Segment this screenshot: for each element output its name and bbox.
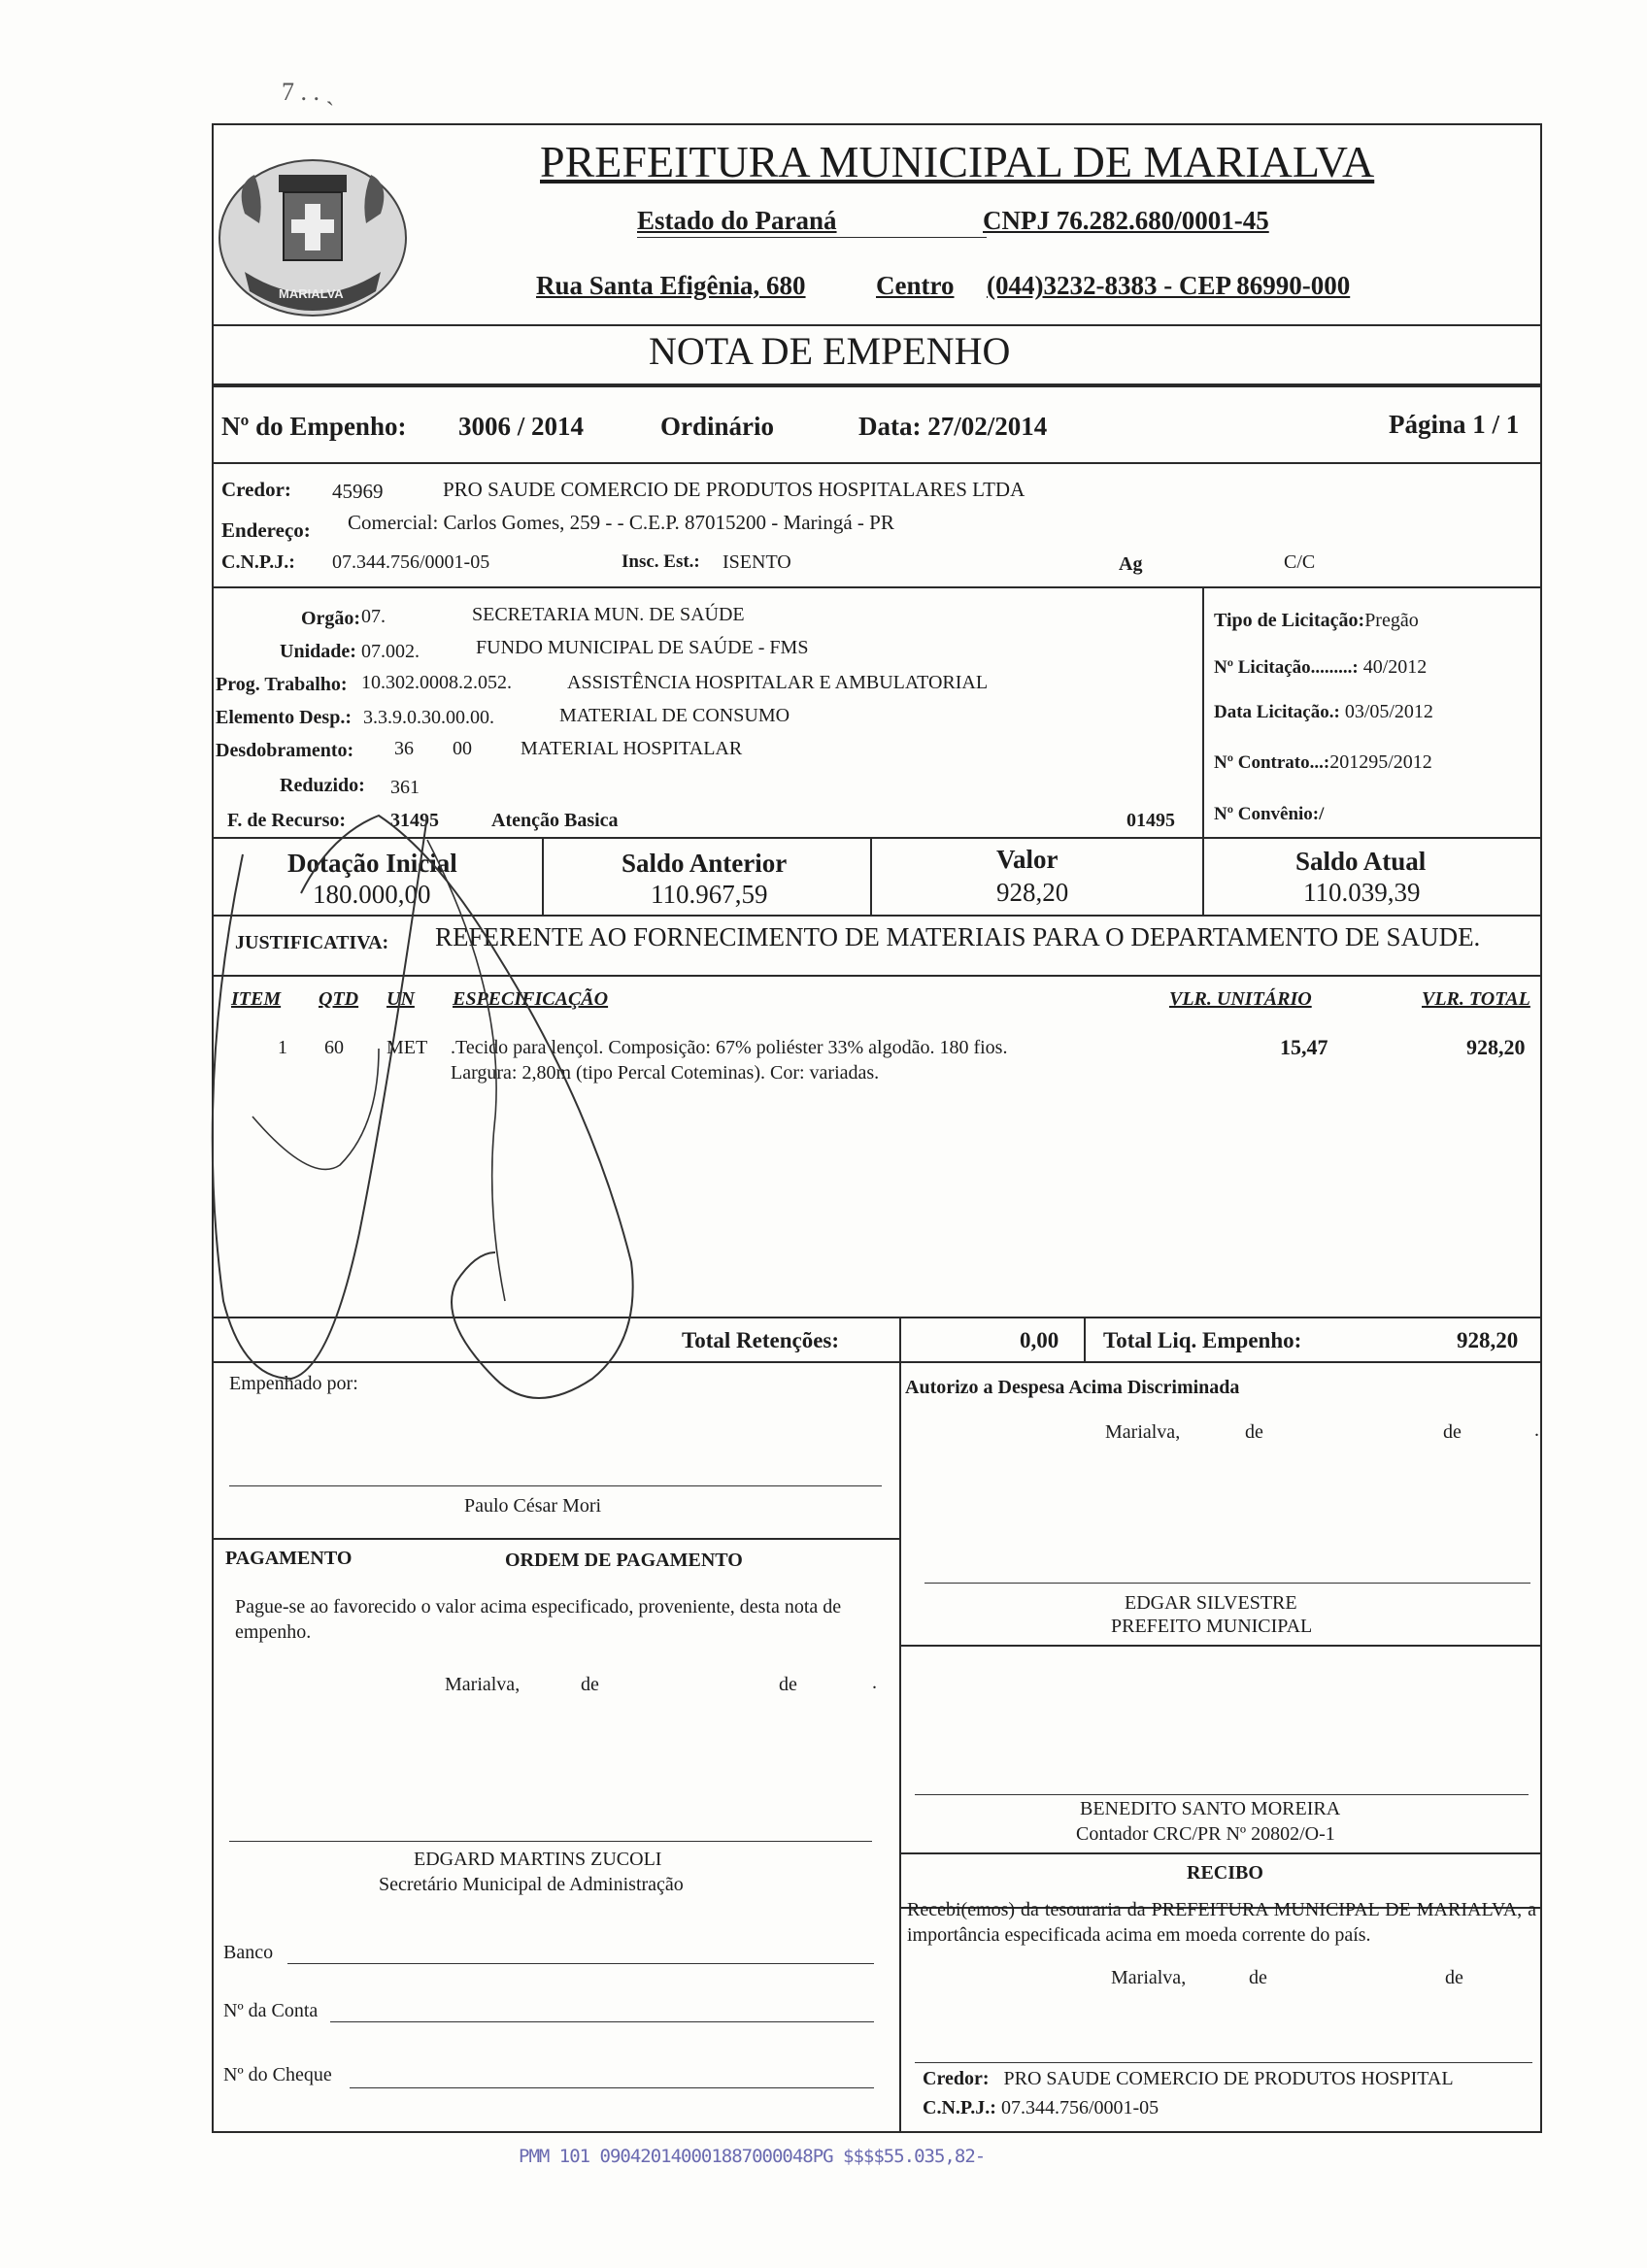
autorizo-de1: de [1245, 1421, 1263, 1443]
empenhado-por-label: Empenhado por: [229, 1373, 358, 1394]
contador-name: BENEDITO SANTO MOREIRA [1080, 1798, 1341, 1819]
empenho-label: Nº do Empenho: [221, 412, 407, 441]
desdobramento-label: Desdobramento: [216, 740, 354, 761]
credor-footer [923, 2068, 1454, 2090]
pagamento-de2: de [779, 1674, 797, 1695]
desdobramento-sub: 00 [453, 738, 472, 759]
credor-name: PRO SAUDE COMERCIO DE PRODUTOS HOSPITALARES LTDA [443, 478, 1025, 501]
saldo-atual-label: Saldo Atual [1295, 847, 1427, 876]
recibo-text: Recebi(emos) da tesouraria da PREFEITURA MUNICIPAL DE MARIALVA, a importância especificada acima em moeda corrente do país. [907, 1899, 1536, 1946]
licitacao-date-label: Data Licitação.: [1214, 702, 1340, 722]
saldo-atual-value: 110.039,39 [1303, 878, 1421, 907]
credor-cc: C/C [1284, 551, 1316, 573]
pagamento-de1: de [581, 1674, 599, 1695]
licitacao-date [1214, 701, 1433, 723]
contrato-value: 201295/2012 [1329, 751, 1432, 773]
col-vlr-total: VLR. TOTAL [1422, 988, 1530, 1010]
state-name: Estado do Paraná [637, 206, 837, 235]
col-item: ITEM [231, 988, 282, 1010]
desdobramento-code: 36 [394, 738, 414, 759]
handwritten-initials [185, 796, 689, 1418]
page-number: Página 1 / 1 [1389, 410, 1520, 439]
licitacao-number-label: Nº Licitação.........: [1214, 657, 1359, 678]
fonte-code: 31495 [390, 810, 439, 831]
municipal-seal [216, 146, 410, 330]
licitacao-date-value: 03/05/2012 [1344, 701, 1433, 722]
item-description-line1: .Tecido para lençol. Composição: 67% poliéster 33% algodão. 180 fios. [451, 1037, 1008, 1058]
credor-ie: ISENTO [723, 551, 791, 573]
prog-code: 10.302.0008.2.052. [361, 672, 512, 693]
credor-footer-cnpj-value: 07.344.756/0001-05 [1000, 2097, 1160, 2118]
banco-label: Banco [223, 1942, 274, 1963]
contrato [1214, 751, 1432, 774]
prefeito-role: PREFEITO MUNICIPAL [1111, 1616, 1313, 1637]
document-title: NOTA DE EMPENHO [649, 329, 1011, 373]
municipality-district: Centro [876, 271, 955, 300]
recibo-de2: de [1445, 1967, 1463, 1988]
pagamento-city: Marialva, [445, 1674, 521, 1695]
credor-ie-label: Insc. Est.: [622, 551, 700, 572]
empenho-type: Ordinário [660, 412, 775, 441]
fonte-name: Atenção Basica [491, 810, 619, 831]
credor-ag: Ag [1119, 553, 1143, 575]
col-vlr-unitario: VLR. UNITÁRIO [1169, 988, 1312, 1010]
municipality-cnpj: CNPJ 76.282.680/0001-45 [983, 206, 1269, 235]
dotacao-value: 180.000,00 [313, 880, 431, 909]
licitacao-type-label: Tipo de Licitação: [1214, 610, 1365, 631]
contrato-label: Nº Contrato...: [1214, 752, 1330, 773]
reduzido-label: Reduzido: [280, 775, 365, 796]
prefeito-name: EDGAR SILVESTRE [1125, 1592, 1297, 1614]
pagamento-label: PAGAMENTO [225, 1548, 353, 1569]
elemento-code: 3.3.9.0.30.00.00. [363, 707, 494, 728]
credor-footer-cnpj [923, 2097, 1159, 2119]
licitacao-number [1214, 656, 1427, 679]
credor-cnpj: 07.344.756/0001-05 [332, 551, 490, 573]
orgao-name: SECRETARIA MUN. DE SAÚDE [472, 604, 745, 625]
municipality-address: Rua Santa Efigênia, 680 [536, 271, 806, 300]
credor-footer-name: PRO SAUDE COMERCIO DE PRODUTOS HOSPITAL [1003, 2068, 1454, 2089]
corner-mark: 7 . . ˎ [282, 78, 335, 106]
recibo-de1: de [1249, 1967, 1267, 1988]
recibo-title: RECIBO [1187, 1862, 1263, 1884]
dotacao-label: Dotação Inicial [287, 849, 457, 878]
secretario-role: Secretário Municipal de Administração [379, 1874, 684, 1895]
empenho-date: Data: 27/02/2014 [858, 412, 1048, 441]
justificativa-label: JUSTIFICATIVA: [235, 932, 389, 953]
credor-footer-cnpj-label: C.N.P.J.: [923, 2097, 996, 2118]
unidade-name: FUNDO MUNICIPAL DE SAÚDE - FMS [476, 637, 809, 658]
licitacao-number-value: 40/2012 [1362, 656, 1428, 678]
seal-label: MARIALVA [279, 286, 344, 301]
municipality-title: PREFEITURA MUNICIPAL DE MARIALVA [540, 137, 1375, 186]
contador-role: Contador CRC/PR Nº 20802/O-1 [1076, 1823, 1335, 1845]
saldo-anterior-value: 110.967,59 [651, 880, 768, 909]
orgao-code: 07. [361, 606, 386, 627]
conta-label: Nº da Conta [223, 2000, 319, 2021]
credor-address: Comercial: Carlos Gomes, 259 - - C.E.P. 87015200 - Maringá - PR [348, 511, 894, 534]
unidade-code: 07.002. [361, 641, 420, 662]
desdobramento-name: MATERIAL HOSPITALAR [521, 738, 743, 759]
item-total: 928,20 [1466, 1035, 1526, 1059]
elemento-name: MATERIAL DE CONSUMO [559, 705, 790, 726]
col-qtd: QTD [319, 988, 359, 1010]
item-qtd: 60 [324, 1037, 344, 1058]
empenho-number: 3006 / 2014 [458, 412, 585, 441]
fonte-label: F. de Recurso: [227, 810, 347, 831]
liq-empenho-value: 928,20 [1457, 1328, 1519, 1352]
autorizo-city: Marialva, [1105, 1421, 1181, 1443]
unidade-label: Unidade: [280, 641, 356, 662]
item-description-line2: Largura: 2,80m (tipo Percal Coteminas). Cor: variadas. [451, 1062, 880, 1084]
credor-code: 45969 [332, 480, 384, 503]
item-number: 1 [278, 1037, 287, 1058]
prog-name: ASSISTÊNCIA HOSPITALAR E AMBULATORIAL [567, 672, 989, 693]
item-un: MET [387, 1037, 428, 1058]
pagamento-text: Pague-se ao favorecido o valor acima especificado, proveniente, desta nota de empenho. [235, 1596, 842, 1643]
autorizo-label: Autorizo a Despesa Acima Discriminada [905, 1377, 1240, 1398]
retencoes-value: 0,00 [1020, 1328, 1059, 1352]
licitacao-type [1214, 610, 1419, 632]
ordem-pagamento-label: ORDEM DE PAGAMENTO [505, 1550, 743, 1571]
cheque-label: Nº do Cheque [223, 2064, 332, 2085]
credor-label: Credor: [221, 478, 291, 501]
col-especificacao: ESPECIFICAÇÃO [453, 988, 609, 1010]
recibo-city: Marialva, [1111, 1967, 1187, 1988]
prog-label: Prog. Trabalho: [216, 674, 348, 695]
credor-address-label: Endereço: [221, 518, 311, 542]
reduzido-value: 361 [390, 777, 420, 798]
credor-footer-label: Credor: [923, 2068, 990, 2089]
micr-line: PMM 101 090420140001887000048PG $$$$55.035,82- [519, 2146, 986, 2167]
retencoes-label: Total Retenções: [682, 1328, 840, 1352]
saldo-anterior-label: Saldo Anterior [622, 849, 788, 878]
valor-label: Valor [996, 845, 1059, 874]
fonte-number: 01495 [1126, 810, 1175, 831]
convenio-label: Nº Convênio:/ [1214, 804, 1325, 824]
justificativa-text: REFERENTE AO FORNECIMENTO DE MATERIAIS PARA O DEPARTAMENTO DE SAUDE. [435, 922, 1481, 951]
municipality-phone-cep: (044)3232-8383 - CEP 86990-000 [987, 271, 1351, 300]
liq-empenho-label: Total Liq. Empenho: [1103, 1328, 1302, 1352]
col-un: UN [387, 988, 415, 1010]
licitacao-type-value: Pregão [1364, 610, 1419, 631]
item-unit-price: 15,47 [1280, 1035, 1328, 1059]
autorizo-de2: de [1443, 1421, 1462, 1443]
elemento-label: Elemento Desp.: [216, 707, 352, 728]
orgao-label: Orgão: [301, 608, 361, 629]
valor-value: 928,20 [996, 878, 1069, 907]
secretario-name: EDGARD MARTINS ZUCOLI [414, 1849, 662, 1870]
empenhado-por-name: Paulo César Mori [464, 1495, 602, 1517]
credor-cnpj-label: C.N.P.J.: [221, 551, 295, 573]
